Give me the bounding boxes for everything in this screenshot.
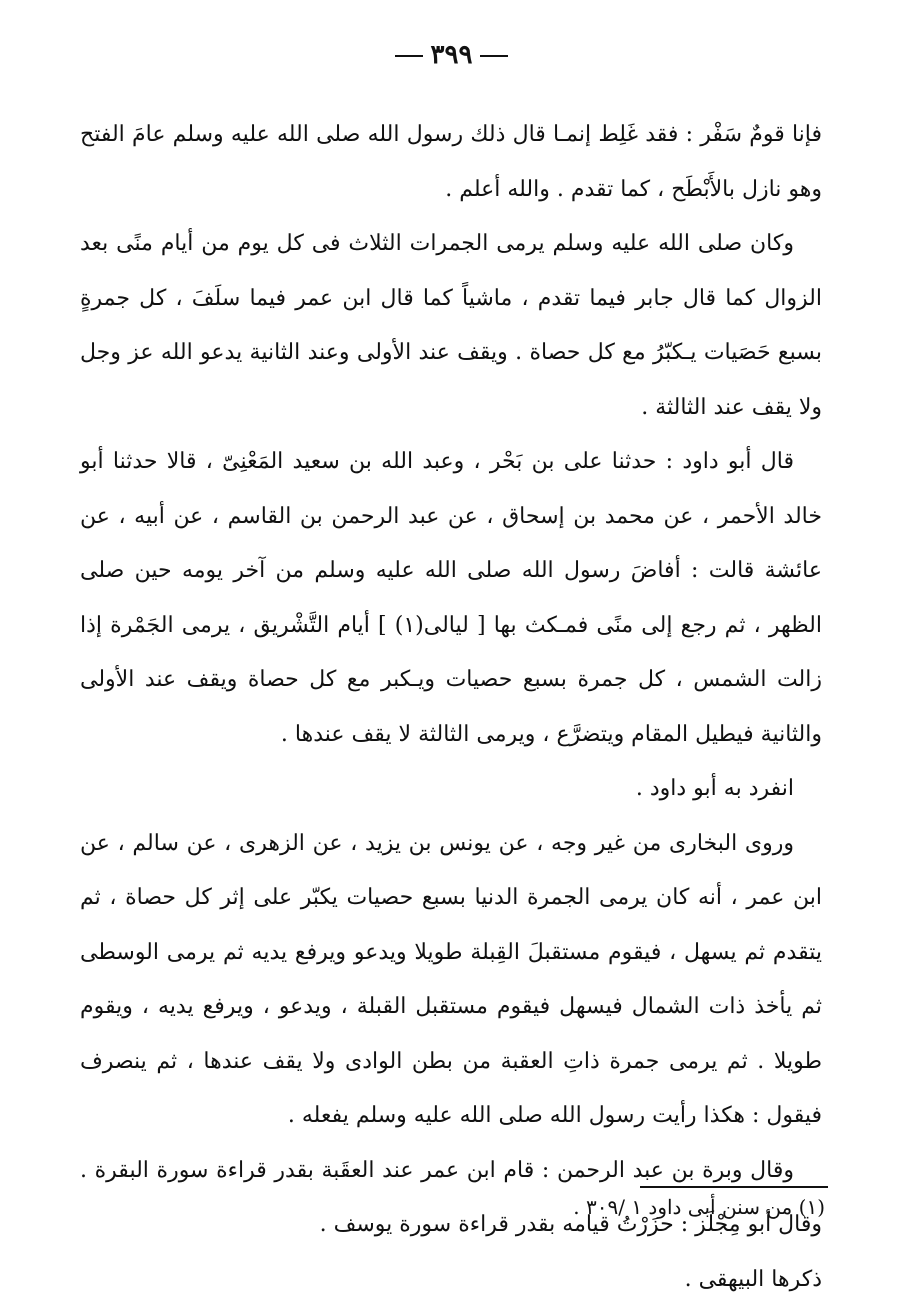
main-text	[80, 108, 822, 1307]
page-number-dash-left	[395, 55, 423, 57]
paragraph-2: وكان صلى الله عليه وسلم يرمى الجمرات الثلاث فى كل يوم من أيام منًى بعد الزوال كما قال جابر فيما تقدم ، ماشياً كما قال ابن عمر فيما سلَفَ ، كل جمرةٍ بسبع حَصَيات يـكبّرُ مع كل حصاة . ويقف عند الأولى وعند الثانية يدعو الله عز وجل ولا يقف عند الثالثة .	[80, 217, 822, 435]
page-number	[0, 40, 903, 70]
paragraph-7: ذكرها البيهقى .	[80, 1253, 822, 1307]
page-number-text: ٣٩٩	[431, 40, 473, 70]
footnote-divider	[640, 1186, 828, 1188]
page-number-dash-right	[480, 55, 508, 57]
paragraph-5: وروى البخارى من غير وجه ، عن يونس بن يزيد ، عن الزهرى ، عن سالم ، عن ابن عمر ، أنه كان يرمى الجمرة الدنيا بسبع حصيات يكبّر على إثر كل حصاة ، ثم يتقدم ثم يسهل ، فيقوم مستقبلَ القِبلة طويلا ويدعو ويرفع يديه ثم يرمى الوسطى ثم يأخذ ذات الشمال فيسهل فيقوم مستقبل القبلة ، ويدعو ، ويرفع يديه ، ويقوم طويلا . ثم يرمى جمرة ذاتِ العقبة من بطن الوادى ولا يقف عندها ، ثم ينصرف فيقول : هكذا رأيت رسول الله صلى الله عليه وسلم يفعله .	[80, 817, 822, 1144]
paragraph-3: قال أبو داود : حدثنا على بن بَحْر ، وعبد الله بن سعيد المَعْنِىّ ، قالا حدثنا أبو خالد الأحمر ، عن محمد بن إسحاق ، عن عبد الرحمن بن القاسم ، عن أبيه ، عن عائشة قالت : أفاضَ رسول الله صلى الله عليه وسلم من آخر يومه حين صلى الظهر ، ثم رجع إلى منًى فمـكث بها [ ليالى(١) ] أيام التَّشْريق ، يرمى الجَمْرة إذا زالت الشمس ، كل جمرة بسبع حصيات ويـكبر مع كل حصاة ويقف عند الأولى والثانية فيطيل المقام ويتضرَّع ، ويرمى الثالثة لا يقف عندها .	[80, 435, 822, 762]
paragraph-6: وقال وبرة بن عبد الرحمن : قام ابن عمر عند العقَبة بقدر قراءة سورة البقرة . وقال أبو مِجْلَز : حزَرْتُ قيامه بقدر قراءة سورة يوسف .	[80, 1144, 822, 1253]
paragraph-4: انفرد به أبو داود .	[80, 762, 822, 817]
footnote: (١) من سنن أبى داود ١ /٣٠٩ .	[425, 1192, 825, 1222]
paragraph-1: فإنا قومٌ سَفْر : فقد غَلِط إنمـا قال ذلك رسول الله صلى الله عليه وسلم عامَ الفتح وهو نازل بالأَبْطَح ، كما تقدم . والله أعلم .	[80, 108, 822, 217]
